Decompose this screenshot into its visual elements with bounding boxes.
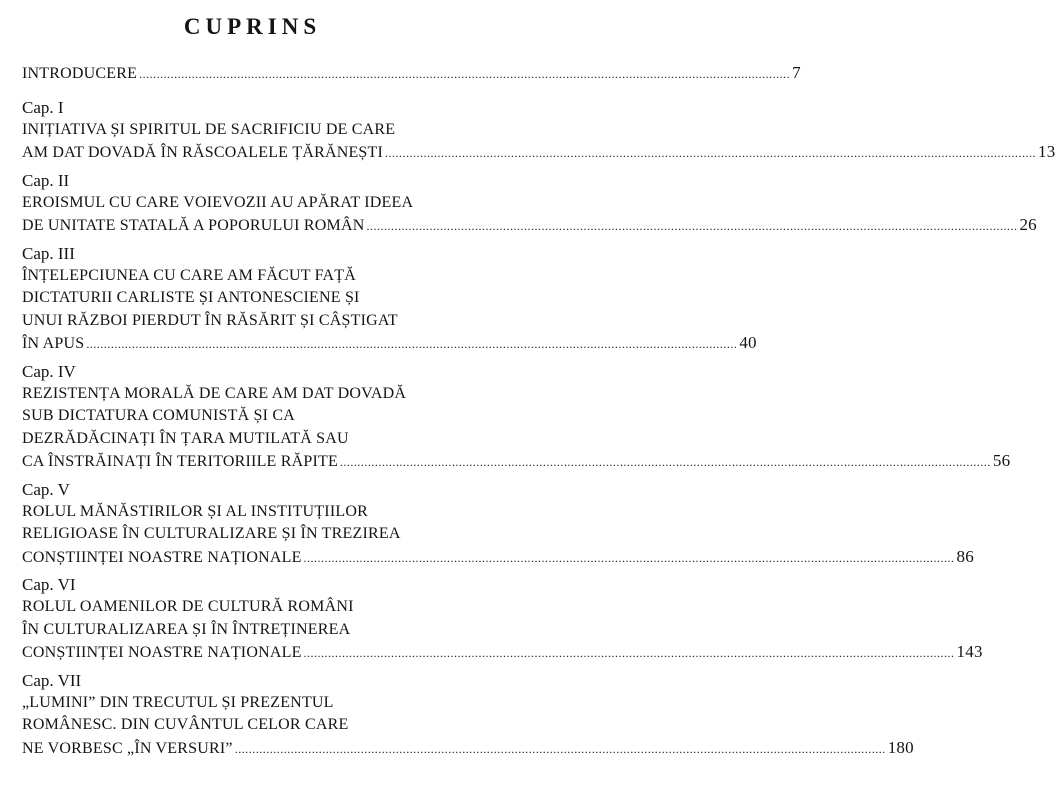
chapter-title-line: ROLUL OAMENILOR DE CULTURĂ ROMÂNI [22, 598, 354, 615]
toc-entry-text: INTRODUCERE [22, 65, 138, 82]
toc-entry-line [22, 737, 914, 760]
chapter-title-line: EROISMUL CU CARE VOIEVOZII AU APĂRAT IDEEA [22, 193, 414, 211]
toc-entry-line [22, 214, 1037, 237]
page-number: 143 [956, 642, 983, 661]
page-number: 7 [792, 63, 801, 82]
chapter-title-line: INIȚIATIVA ȘI SPIRITUL DE SACRIFICIU DE CARE [22, 120, 396, 138]
toc-entry-line [22, 546, 974, 569]
chapter-label: Cap. VII [22, 670, 82, 690]
chapter-title-line: ÎN APUS [22, 335, 85, 352]
toc-entry-cap-7 [22, 670, 914, 760]
dot-leader: .......................................................................................................................................................................................... [385, 146, 1037, 160]
dot-leader: .......................................................................................................................................................................................... [86, 337, 738, 351]
toc-entry-cap-3 [22, 243, 757, 355]
chapter-title-line: RELIGIOASE ÎN CULTURALIZARE ȘI ÎN TREZIREA [22, 525, 401, 542]
chapter-title-line: ÎNȚELEPCIUNEA CU CARE AM FĂCUT FAȚĂ [22, 266, 356, 284]
chapter-title-line: CA ÎNSTRĂINAȚI ÎN TERITORIILE RĂPITE [22, 453, 338, 470]
toc-entry-cap-4 [22, 361, 1011, 473]
page-number: 180 [887, 737, 914, 757]
chapter-title-line: UNUI RĂZBOI PIERDUT ÎN RĂSĂRIT ȘI CÂȘTIGAT [22, 311, 398, 329]
toc-entry-line [22, 332, 757, 355]
toc-entry-line [22, 141, 1055, 164]
page-number: 26 [1019, 215, 1037, 234]
chapter-title-line: ROLUL MĂNĂSTIRILOR ȘI AL INSTITUȚIILOR [22, 502, 368, 520]
page-number: 56 [992, 451, 1011, 470]
dot-leader: .......................................................................................................................................................................................... [303, 550, 955, 565]
chapter-label: Cap. VI [22, 575, 76, 594]
toc-entry-line [22, 641, 983, 664]
chapter-label: Cap. IV [22, 361, 76, 381]
chapter-title-line: SUB DICTATURA COMUNISTĂ ȘI CA [22, 407, 295, 424]
chapter-title-line: CONȘTIINȚEI NOASTRE NAȚIONALE [22, 644, 302, 661]
dot-leader: .......................................................................................................................................................................................... [139, 67, 791, 81]
chapter-label: Cap. III [22, 243, 75, 263]
toc-entry-cap-6 [22, 574, 983, 664]
toc-entry-line [22, 62, 801, 85]
toc-entry-cap-2 [22, 170, 1037, 237]
toc-entry-cap-1 [22, 97, 1055, 164]
chapter-title-line: CONȘTIINȚEI NOASTRE NAȚIONALE [22, 548, 302, 566]
page-number: 40 [739, 333, 757, 352]
chapter-title-line: ÎN CULTURALIZAREA ȘI ÎN ÎNTREȚINEREA [22, 620, 351, 638]
page-number: 13 [1038, 142, 1055, 161]
chapter-label: Cap. I [22, 97, 64, 117]
chapter-title-line: NE VORBESC „ÎN VERSURI” [22, 739, 233, 757]
chapter-title-line: DICTATURII CARLISTE ȘI ANTONESCIENE ȘI [22, 289, 360, 306]
chapter-title-line: REZISTENȚA MORALĂ DE CARE AM DAT DOVADĂ [22, 384, 407, 402]
dot-leader: .......................................................................................................................................................................................... [339, 455, 991, 469]
chapter-title-line: ROMÂNESC. DIN CUVÂNTUL CELOR CARE [22, 716, 349, 733]
page-title: CUPRINS [183, 14, 322, 39]
table-of-contents [22, 62, 1055, 765]
toc-entry-introducere [22, 62, 801, 85]
dot-leader: .......................................................................................................................................................................................... [366, 219, 1018, 233]
chapter-title-line: DE UNITATE STATALĂ A POPORULUI ROMÂN [22, 217, 365, 234]
chapter-title-line: DEZRĂDĂCINAȚI ÎN ȚARA MUTILATĂ SAU [22, 429, 349, 447]
toc-entry-cap-5 [22, 479, 974, 569]
dot-leader: .......................................................................................................................................................................................... [303, 646, 955, 660]
toc-entry-line [22, 450, 1011, 473]
chapter-label: Cap. II [22, 170, 70, 190]
dot-leader: .......................................................................................................................................................................................... [234, 741, 886, 756]
chapter-title-line: AM DAT DOVADĂ ÎN RĂSCOALELE ȚĂRĂNEȘTI [22, 144, 384, 161]
page-number: 86 [956, 546, 974, 566]
chapter-label: Cap. V [22, 479, 70, 499]
chapter-title-line: „LUMINI” DIN TRECUTUL ȘI PREZENTUL [22, 693, 334, 711]
